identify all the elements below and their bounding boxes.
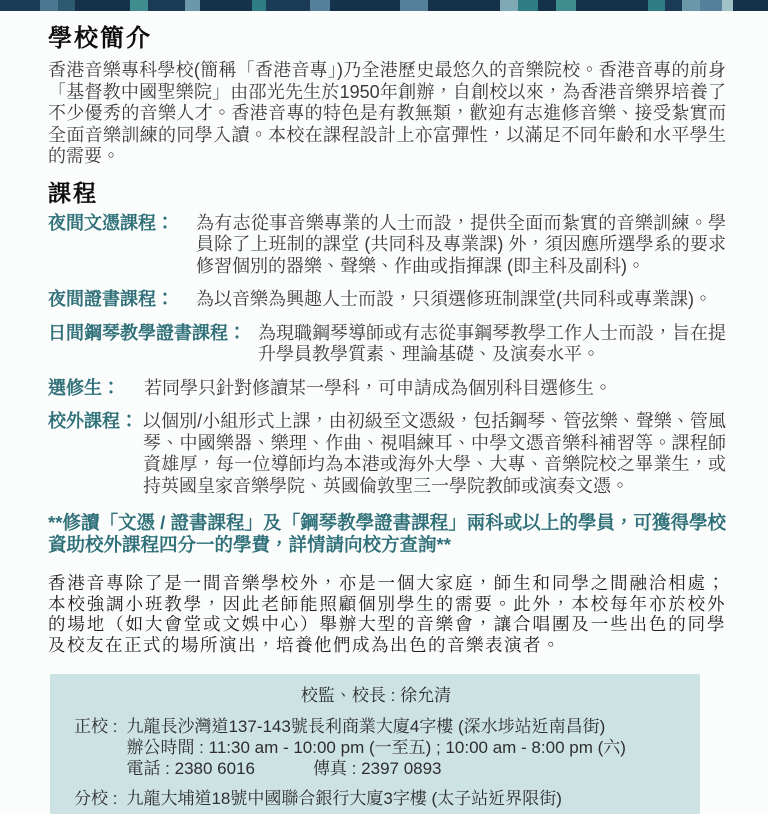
phone-number: 電話 : 2380 6016 bbox=[126, 759, 255, 778]
course-row-external-courses bbox=[48, 411, 726, 497]
leaflet-body bbox=[0, 11, 768, 655]
principal-line: 校監、校長 : 徐允清 bbox=[300, 686, 452, 705]
main-campus-row bbox=[74, 716, 678, 779]
course-label: 校外課程： bbox=[48, 411, 138, 431]
decorative-mosaic-topbar bbox=[0, 0, 768, 11]
course-label: 選修生： bbox=[48, 377, 120, 398]
branch-campus-label: 分校 : bbox=[74, 789, 118, 808]
school-intro-heading: 學校簡介 bbox=[48, 25, 152, 52]
school-family-paragraph: 香港音專除了是一間音樂學校外，亦是一個大家庭，師生和同學之間融洽相處；本校強調小班教學，因此老師能照顧個別學生的需要。此外，本校每年亦於校外的場地（如大會堂或文娛中心）舉辦大型的音樂會，讓合唱團及一些出色的同學及校友在正式的場所演出，培養他們成為出色的音樂表演者。 bbox=[48, 573, 726, 655]
office-hours: 辦公時間 : 11:30 am - 10:00 pm (一至五) ; 10:00 am - 8:00 pm (六) bbox=[126, 738, 626, 757]
courses-heading: 課程 bbox=[48, 179, 98, 206]
main-campus-label: 正校 : bbox=[74, 717, 118, 736]
course-row-evening-certificate bbox=[48, 289, 726, 311]
phone-fax-line bbox=[126, 758, 678, 779]
contact-info-box bbox=[50, 674, 700, 814]
course-description: 為有志從事音樂專業的人士而設，提供全面而紮實的音樂訓練。學員除了上班制的課堂 (共同科及專業課) 外，須因應所選學系的要求修習個別的器樂、聲樂、作曲或指揮課 (即主科及副科)。 bbox=[196, 212, 726, 276]
course-description: 若同學只針對修讀某一學科，可申請成為個別科目選修生。 bbox=[144, 377, 612, 398]
course-label: 日間鋼琴教學證書課程： bbox=[48, 322, 246, 343]
main-campus-address: 九龍長沙灣道137-143號長利商業大廈4字樓 (深水埗站近南昌街) bbox=[126, 717, 606, 736]
school-intro-paragraph: 香港音樂專科學校(簡稱「香港音專」)乃全港歷史最悠久的音樂院校。香港音專的前身「基督教中國聖樂院」由邵光先生於1950年創辦，自創校以來，為香港音樂界培養了不少優秀的音樂人才。香港音專的特色是有教無類，歡迎有志進修音樂、接受紮實而全面音樂訓練的同學入讀。本校在課程設計上亦富彈性，以滿足不同年齡和水平學生的需要。 bbox=[48, 60, 726, 166]
branch-campus-address: 九龍大埔道18號中國聯合銀行大廈3字樓 (太子站近界限街) bbox=[126, 789, 562, 808]
course-label: 夜間證書課程： bbox=[48, 289, 174, 309]
course-label: 夜間文憑課程： bbox=[48, 212, 174, 233]
course-description: 為現職鋼琴導師或有志從事鋼琴教學工作人士而設，旨在提升學員教學質素、理論基礎、及演奏水平。 bbox=[258, 322, 726, 364]
course-description: 為以音樂為興趣人士而設，只須選修班制課堂(共同科或專業課)。 bbox=[196, 289, 712, 309]
course-row-daytime-piano-teaching bbox=[48, 323, 726, 366]
course-row-evening-diploma bbox=[48, 213, 726, 278]
branch-campus-row bbox=[74, 788, 678, 809]
fax-number: 傳真 : 2397 0893 bbox=[312, 759, 442, 778]
course-row-elective-student bbox=[48, 378, 726, 400]
tuition-subsidy-note: **修讀「文憑 / 證書課程」及「鋼琴教學證書課程」兩科或以上的學員，可獲得學校資助校外課程四分一的學費，詳情請向校方查詢** bbox=[48, 512, 726, 555]
main-campus-details bbox=[126, 716, 678, 779]
course-description: 以個別/小組形式上課，由初級至文憑級，包括鋼琴、管弦樂、聲樂、管風琴、中國樂器、樂理、作曲、視唱練耳、中學文憑音樂科補習等。課程師資雄厚，每一位導師均為本港或海外大學、大專、音樂院校之畢業生，或持英國皇家音樂學院、英國倫敦聖三一學院教師或演奏文憑。 bbox=[143, 411, 726, 496]
